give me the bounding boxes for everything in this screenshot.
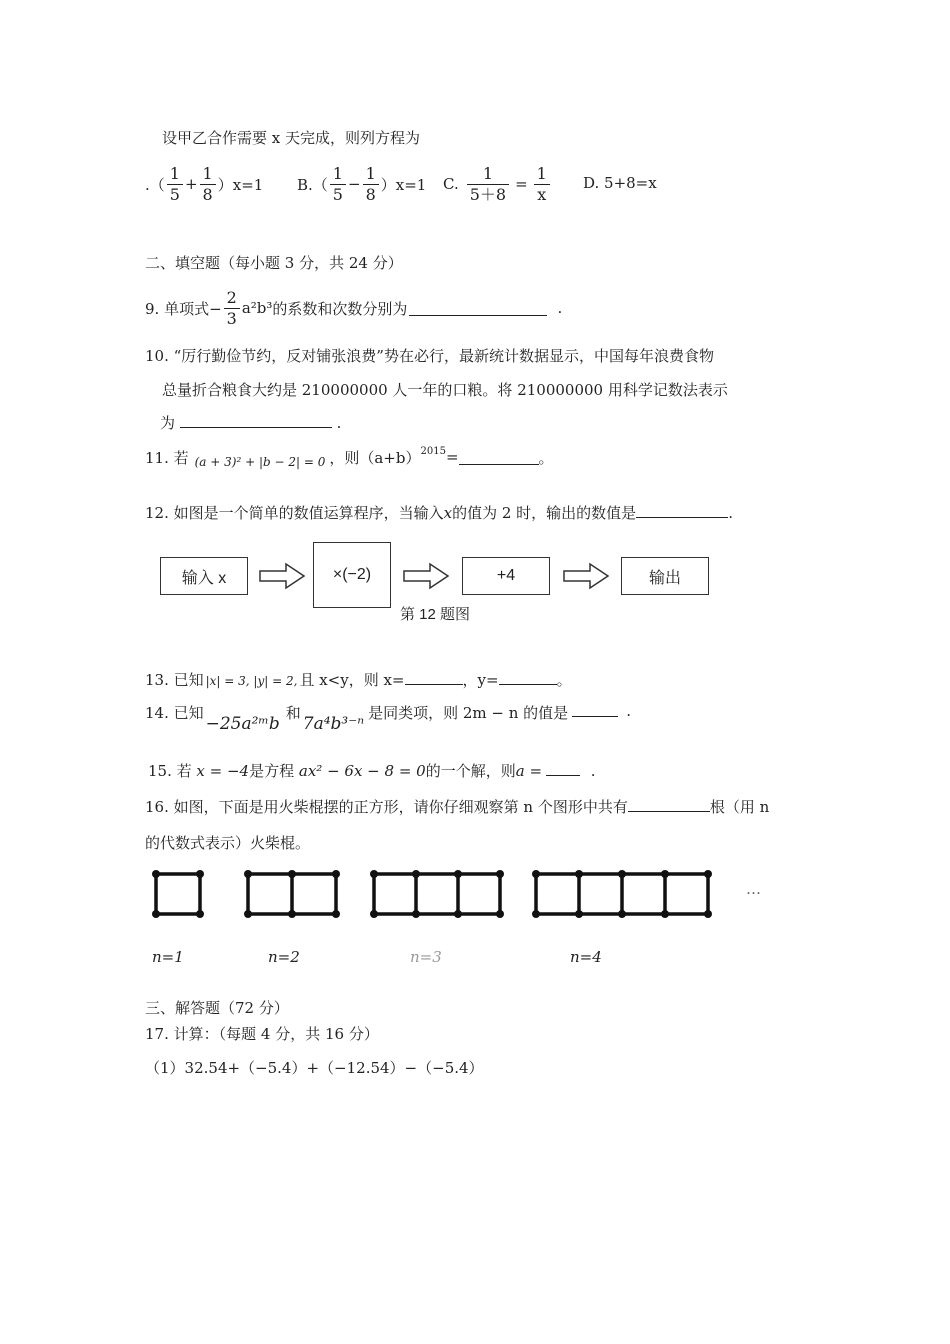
flow-input-box [160,557,248,595]
q10-line1 [145,345,714,366]
matchstick-figure-n1 [150,868,210,920]
q15 [148,760,596,781]
q10-line1-text: 10. “厉行勤俭节约，反对铺张浪费”势在必行，最新统计数据显示，中国每年浪费食物 [145,347,714,365]
q8-c-prefix: C. [443,175,459,193]
q13-end: 。 [556,671,572,689]
q12-answer-blank[interactable] [636,503,728,518]
q11-answer-blank[interactable] [459,450,539,465]
q16-line2-text: 的代数式表示）火柴棍。 [145,834,311,852]
q10-line3-end: . [336,414,342,432]
q14 [145,702,631,734]
q11-prefix: 11. 若 [145,448,189,467]
q8-stem [162,127,420,148]
q15-var: a = [515,762,543,780]
q13 [145,669,572,690]
q8-c-eq: = [515,175,528,193]
q13-mid: 且 x<y，则 x= [299,671,405,689]
flow-multiply-label: ×(−2) [332,566,372,583]
q11-mid: ，则（a+b） [329,448,421,467]
q8-stem-text: 设甲乙合作需要 x 天完成，则列方程为 [162,129,420,147]
q16-answer-blank[interactable] [628,797,710,812]
q8-c-frac2: $\frac{1}{x}$ [534,164,550,205]
q9-end: . [557,299,563,317]
section3-title [145,997,289,1018]
matchstick-figure-n2 [242,868,342,920]
q14-end: . [626,702,631,720]
flow-arrow-3 [562,562,610,590]
q12-text2: 的值为 2 时，输出的数值是 [452,504,637,522]
q8-b-frac1: $\frac{1}{5}$ [330,164,346,205]
q10-line3-prefix: 为 [160,414,176,432]
flow-output-label: 输出 [648,569,681,587]
q8-a-frac1: $\frac{1}{5}$ [167,164,183,205]
figure-label-n1: n=1 [152,948,184,966]
q8-b-tail: ）x=1 [380,175,427,194]
q17-title-text: 17. 计算：（每题 4 分，共 16 分） [145,1025,379,1043]
q8-option-d [583,174,657,192]
q8-b-frac2: $\frac{1}{8}$ [363,164,379,205]
q13-prefix: 13. 已知 [145,671,204,689]
q8-a-prefix: .（ [145,175,165,194]
flow-multiply-box [313,542,391,608]
q11-eq: = [445,448,459,466]
figure-label-n3: n=3 [410,948,442,966]
section3-title-text: 三、解答题（72 分） [145,999,289,1017]
q11-end: 。 [538,448,554,467]
q9-answer-blank[interactable] [409,301,547,316]
q16-line1-prefix: 16. 如图，下面是用火柴棍摆的正方形，请你仔细观察第 n 个图形中共有 [145,798,628,816]
q17-title [145,1023,379,1044]
q8-option-c [443,160,552,208]
q15-mid: 是方程 [249,762,295,780]
q13-y-blank[interactable] [499,670,557,685]
q9-prefix: 9. 单项式− [145,299,222,318]
q8-a-tail: ）x=1 [217,175,264,194]
q10-line2 [162,379,728,400]
q12-var: x [443,504,453,522]
q8-a-plus: + [184,175,198,193]
q8-option-a [145,160,263,208]
q12 [145,502,733,523]
q11 [145,445,554,469]
q14-term2: 7a⁴b³⁻ⁿ [302,714,365,734]
q15-equation: ax² − 6x − 8 = 0 [298,762,426,780]
q8-c-frac1: $\frac{1}{5+8}$ [467,164,509,205]
q10-line2-text: 总量折合粮食大约是 210000000 人一年的口粮。将 210000000 用科学记数法表示 [162,381,728,399]
q16-line1-suffix: 根（用 n [709,798,770,816]
figure-label-n4: n=4 [570,948,602,966]
flow-add-box [462,557,550,595]
flow-input-label: 输入 x [181,569,227,587]
q13-mid2: ，y= [462,671,499,689]
q12-text: 12. 如图是一个简单的数值运算程序，当输入 [145,504,444,522]
q8-option-b [297,160,426,208]
q9-suffix: 的系数和次数分别为 [272,299,408,318]
q11-exponent: 2015 [420,445,446,457]
section2-title-text: 二、填空题（每小题 3 分，共 24 分） [145,254,403,272]
q10-answer-blank[interactable] [180,413,332,428]
q17-part1-text: （1）32.54+（−5.4）+（−12.54）−（−5.4） [145,1059,484,1077]
q16-line1 [145,796,769,817]
flow-arrow-1 [258,562,306,590]
matchstick-ellipsis [746,880,761,898]
q17-part1 [145,1057,484,1078]
q15-mid2: 的一个解，则 [425,762,516,780]
q8-b-minus: − [347,175,361,193]
q14-answer-blank[interactable] [572,702,618,717]
q15-condition: x = −4 [196,762,250,780]
q8-a-frac2: $\frac{1}{8}$ [200,164,216,205]
matchstick-figure-n3 [368,868,506,920]
q15-answer-blank[interactable] [546,761,580,776]
q14-and: 和 [285,704,301,722]
flow-output-box [621,557,709,595]
figure-label-n2: n=2 [268,948,300,966]
flow-add-label: +4 [496,567,516,584]
matchstick-ellipsis-text: … [746,880,761,898]
q15-end: . [590,762,596,780]
q14-prefix: 14. 已知 [145,704,204,722]
q14-term1: −25a²ᵐb [205,714,280,734]
q9-term: a²b³ [241,299,273,317]
q9-frac: $\frac{2}{3}$ [224,288,240,329]
q10-line3 [160,412,341,433]
q16-line2 [145,832,310,853]
q15-prefix: 15. 若 [148,762,192,780]
q12-figure-caption [400,603,470,624]
q13-x-blank[interactable] [405,670,463,685]
q12-caption-text: 第 12 题图 [400,606,471,623]
q13-condition: |x| = 3, |y| = 2, [205,674,298,688]
q9 [145,284,562,332]
q8-d-text: D. 5+8=x [583,174,657,192]
q12-end: . [728,504,733,522]
matchstick-figure-n4 [530,868,714,920]
section2-title [145,252,403,273]
q11-condition: (a + 3)² + |b − 2| = 0 [194,455,326,469]
q8-b-prefix: B.（ [297,175,328,194]
q14-suffix: 是同类项，则 2m − n 的值是 [368,704,569,722]
flow-arrow-2 [402,562,450,590]
